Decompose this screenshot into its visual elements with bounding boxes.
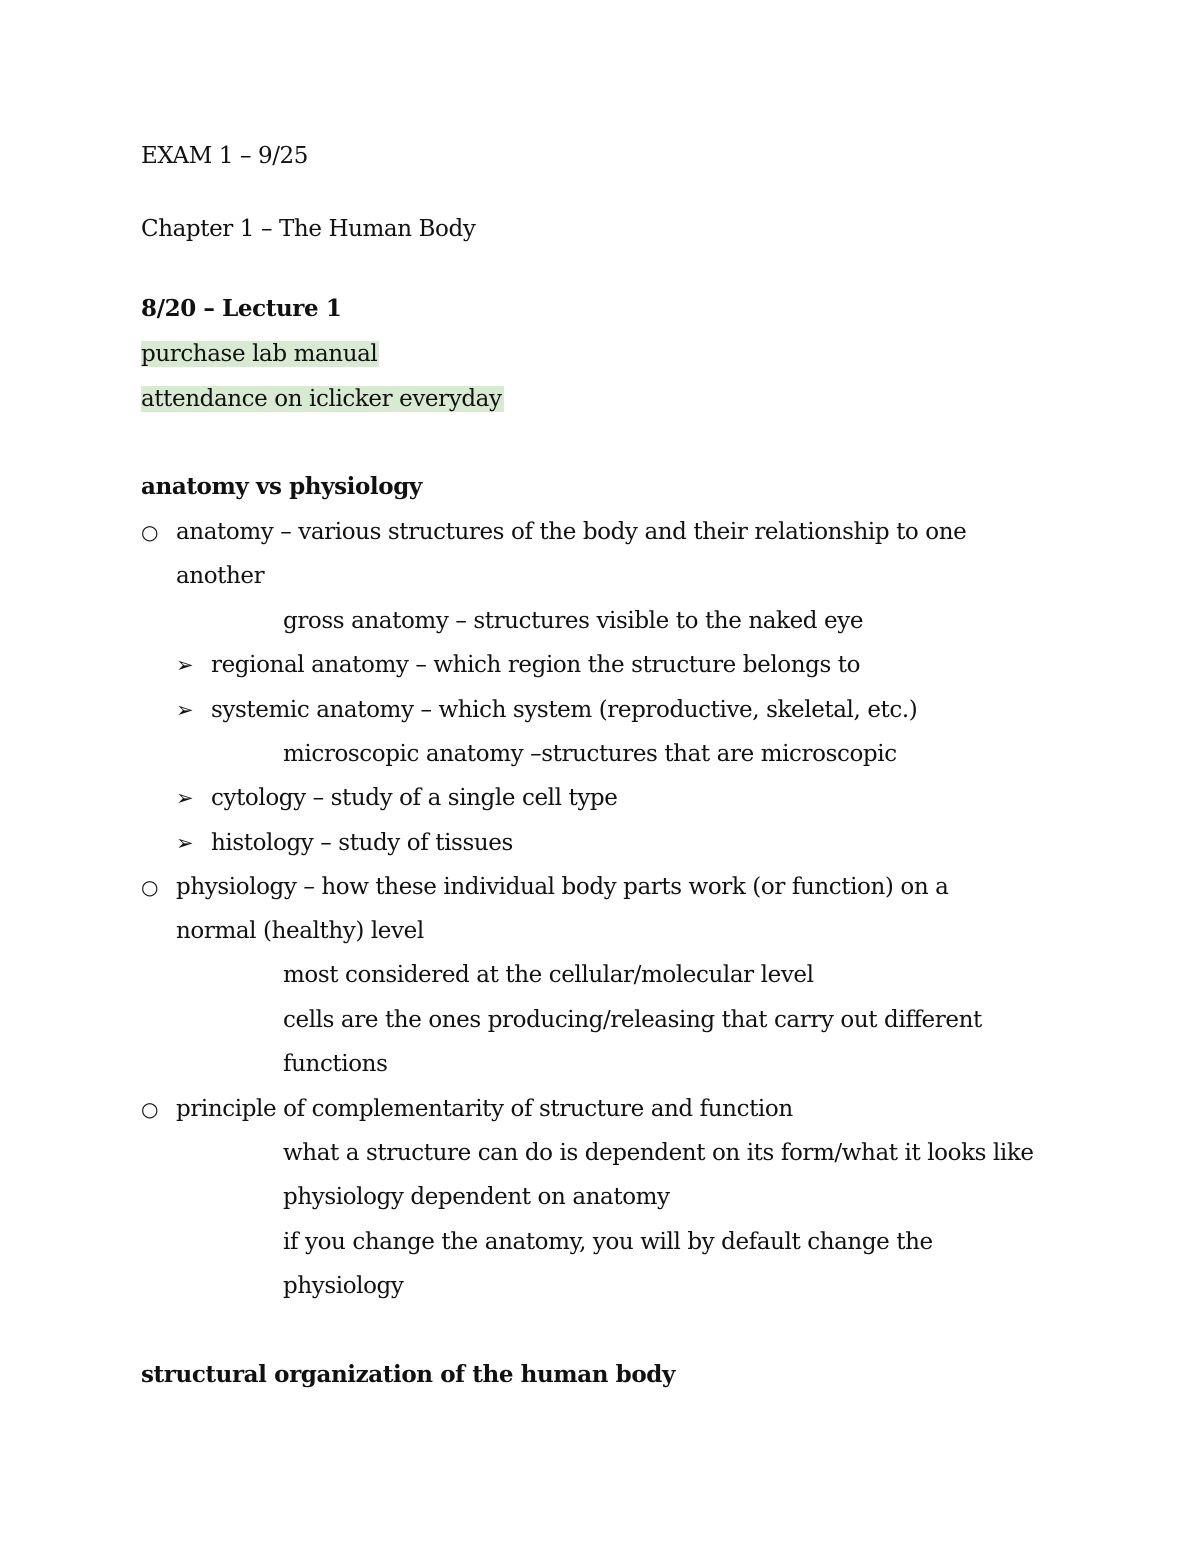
change-anatomy-note-line1: if you change the anatomy, you will by default change the <box>283 1229 933 1255</box>
circle-bullet-icon: ○ <box>141 1097 159 1121</box>
cells-note-line2: functions <box>283 1051 388 1077</box>
cells-note-line1: cells are the ones producing/releasing that carry out different <box>283 1007 982 1033</box>
highlight-attendance: attendance on iclicker everyday <box>141 386 502 412</box>
arrow-bullet-icon: ➢ <box>176 653 194 677</box>
section-heading-structural-organization: structural organization of the human body <box>141 1361 675 1388</box>
structure-form-note: what a structure can do is dependent on its form/what it looks like <box>283 1140 1034 1166</box>
arrow-bullet-icon: ➢ <box>176 831 194 855</box>
systemic-anatomy-note: systemic anatomy – which system (reproductive, skeletal, etc.) <box>211 697 918 723</box>
physiology-definition-line1: physiology – how these individual body parts work (or function) on a <box>176 874 949 900</box>
histology-note: histology – study of tissues <box>211 830 513 856</box>
cytology-note: cytology – study of a single cell type <box>211 785 618 811</box>
lecture-heading: 8/20 – Lecture 1 <box>141 295 342 322</box>
regional-anatomy-note: regional anatomy – which region the structure belongs to <box>211 652 861 678</box>
highlight-lab-manual: purchase lab manual <box>141 341 378 367</box>
principle-complementarity: principle of complementarity of structure and function <box>176 1096 793 1122</box>
arrow-bullet-icon: ➢ <box>176 698 194 722</box>
cellular-level-note: most considered at the cellular/molecular level <box>283 962 814 988</box>
change-anatomy-note-line2: physiology <box>283 1273 404 1299</box>
chapter-title: Chapter 1 – The Human Body <box>141 216 476 242</box>
anatomy-definition-line1: anatomy – various structures of the body and their relationship to one <box>176 519 967 545</box>
circle-bullet-icon: ○ <box>141 520 159 544</box>
arrow-bullet-icon: ➢ <box>176 786 194 810</box>
note-lab-manual <box>141 338 379 370</box>
physiology-dependent-note: physiology dependent on anatomy <box>283 1184 670 1210</box>
physiology-definition-line2: normal (healthy) level <box>176 918 424 944</box>
gross-anatomy-note: gross anatomy – structures visible to the naked eye <box>283 608 864 634</box>
note-attendance <box>141 383 504 415</box>
microscopic-anatomy-note: microscopic anatomy –structures that are microscopic <box>283 741 897 767</box>
section-heading-anatomy-vs-physiology: anatomy vs physiology <box>141 473 422 500</box>
exam-date-line: EXAM 1 – 9/25 <box>141 143 309 169</box>
anatomy-definition-line2: another <box>176 563 265 589</box>
circle-bullet-icon: ○ <box>141 875 159 899</box>
